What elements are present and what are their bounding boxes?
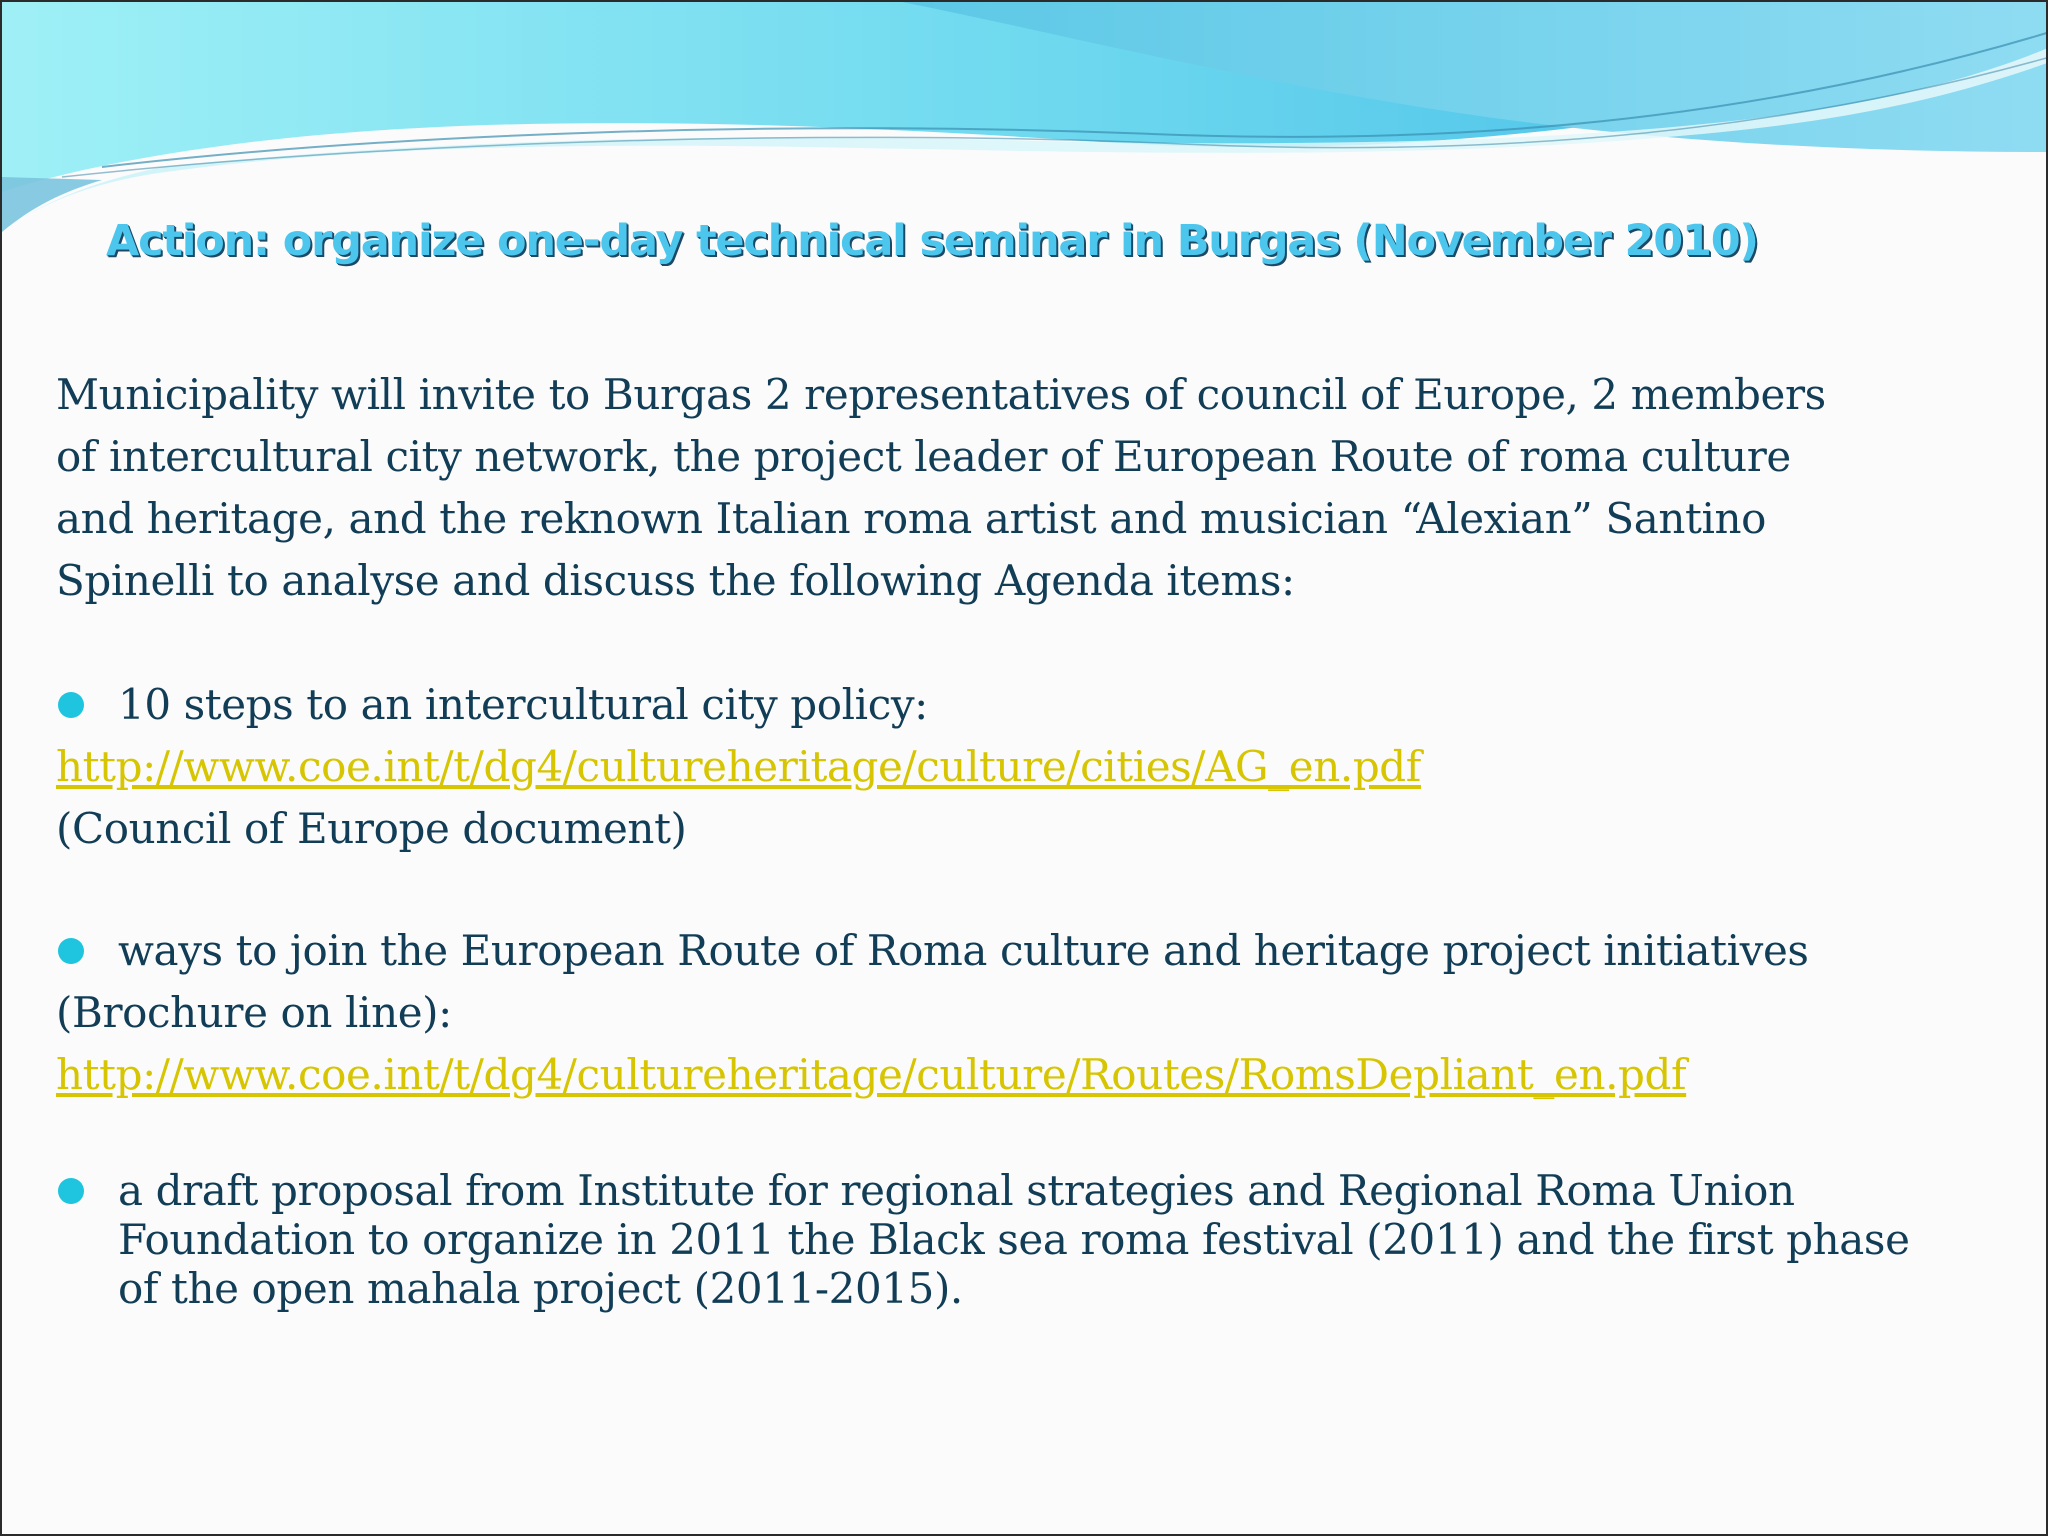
bullet-icon — [58, 692, 84, 718]
agenda-item-2-note: (Brochure on line): — [56, 988, 452, 1037]
agenda-item-1 — [56, 674, 2016, 860]
agenda-item-3-text — [56, 1166, 2016, 1313]
agenda-item-1-text-line — [56, 674, 2016, 736]
intro-line: and heritage, and the reknown Italian roma artist and musician “Alexian” Santino — [56, 494, 1767, 543]
agenda-item-3 — [56, 1166, 2016, 1313]
agenda-item-3-line: of the open mahala project (2011-2015). — [118, 1264, 963, 1313]
agenda-item-3-line: a draft proposal from Institute for regional strategies and Regional Roma Union — [118, 1166, 1795, 1215]
agenda-item-1-note: (Council of Europe document) — [56, 804, 687, 853]
agenda-item-1-link[interactable]: http://www.coe.int/t/dg4/cultureheritage/culture/cities/AG_en.pdf — [56, 742, 1421, 791]
agenda-item-2-text: ways to join the European Route of Roma culture and heritage project initiatives — [118, 926, 1809, 975]
agenda-item-2 — [56, 920, 2016, 1106]
bullet-icon — [58, 938, 84, 964]
slide-title: Action: organize one-day technical seminar in Burgas (November 2010) — [106, 216, 1758, 266]
intro-line: Municipality will invite to Burgas 2 representatives of council of Europe, 2 members — [56, 370, 1826, 419]
agenda-item-2-link[interactable]: http://www.coe.int/t/dg4/cultureheritage/culture/Routes/RomsDepliant_en.pdf — [56, 1050, 1687, 1099]
agenda-item-2-text-line — [56, 920, 2016, 982]
intro-paragraph — [56, 364, 2016, 612]
agenda-item-1-text: 10 steps to an intercultural city policy: — [118, 680, 928, 729]
intro-line: of intercultural city network, the project leader of European Route of roma culture — [56, 432, 1791, 481]
intro-line: Spinelli to analyse and discuss the following Agenda items: — [56, 556, 1295, 605]
slide-body — [56, 364, 2016, 1313]
bullet-icon — [58, 1178, 84, 1204]
agenda-item-3-line: Foundation to organize in 2011 the Black sea roma festival (2011) and the first phase — [118, 1215, 1910, 1264]
